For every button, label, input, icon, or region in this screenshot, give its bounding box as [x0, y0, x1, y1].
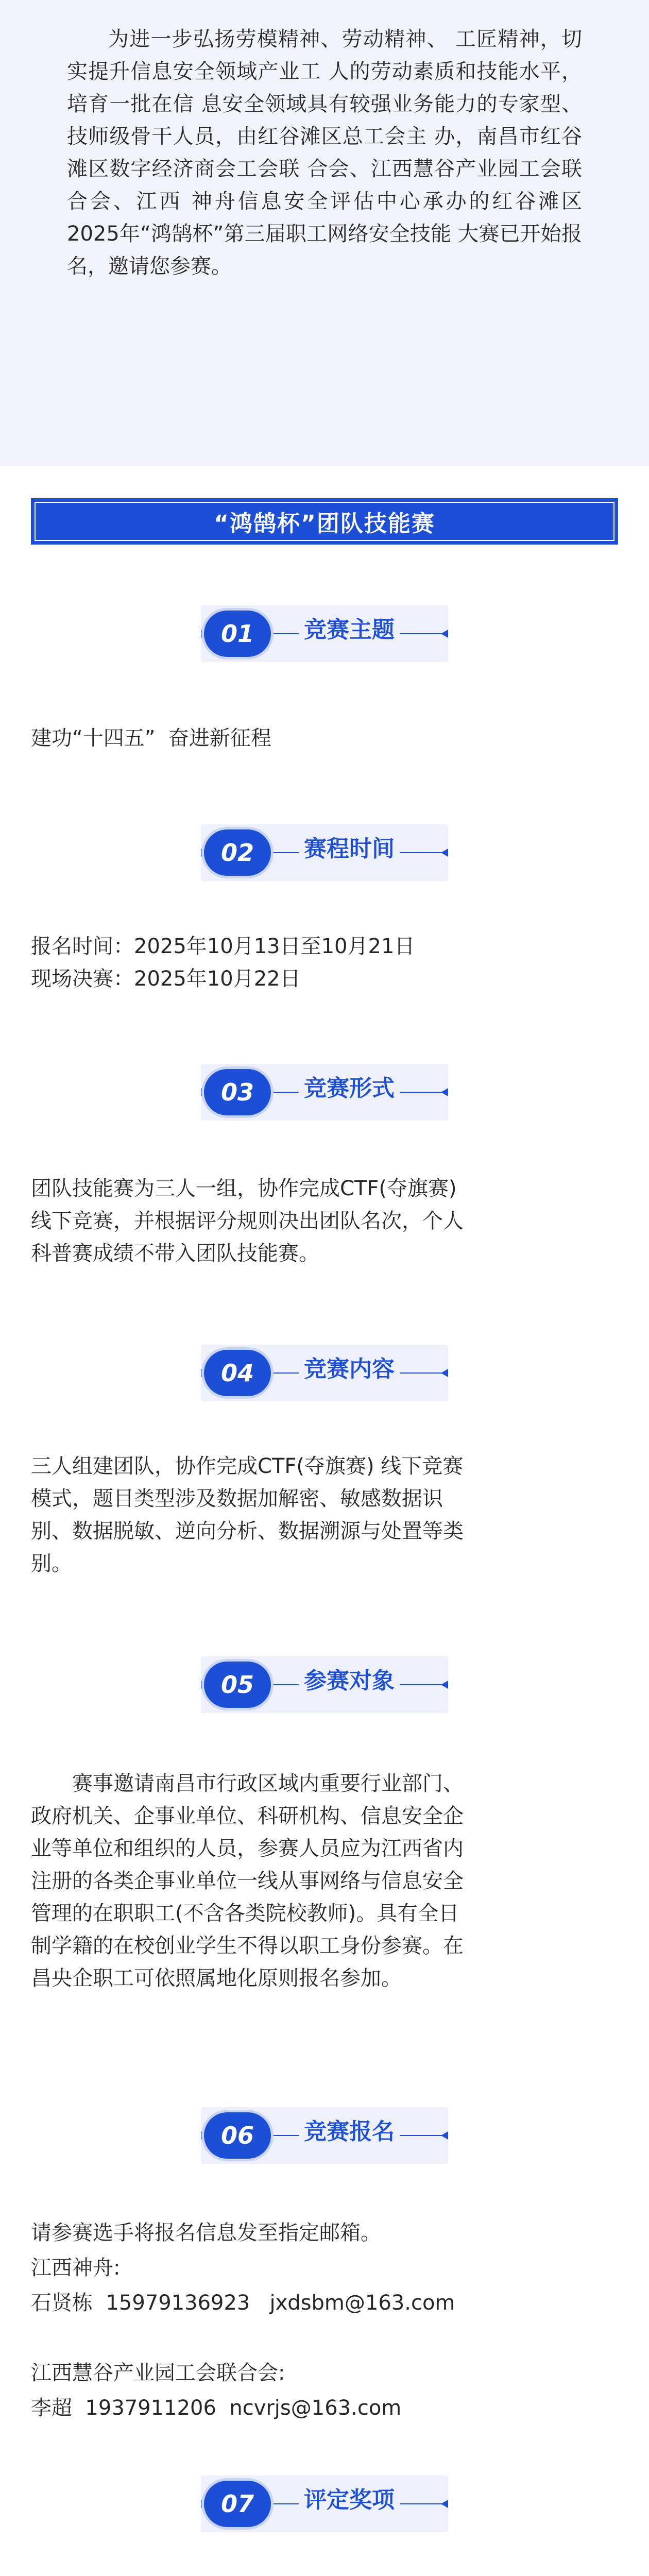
section-number: 04 — [220, 1359, 254, 1387]
section-body-content — [31, 1450, 618, 1580]
banner-frame — [35, 502, 614, 541]
body-line: 三人组建团队，协作完成CTF(夺旗赛) 线下竞赛 — [31, 1454, 464, 1478]
section-number-badge — [204, 1069, 271, 1115]
section-header-registration — [201, 2107, 448, 2164]
section-body-format — [31, 1173, 618, 1270]
body-line: 别、数据脱敏、逆向分析、数据溯源与处置等类 — [31, 1519, 464, 1543]
section-title: 评定奖项 — [299, 2487, 400, 2514]
intro-line: 技师级骨干人员，由红谷滩区总工会主 — [67, 125, 428, 148]
arrow-right-icon — [441, 2131, 448, 2140]
section-header-schedule — [201, 824, 448, 881]
arrow-right-icon — [441, 1088, 448, 1096]
section-number-badge — [204, 829, 271, 876]
intro-line: 为进一步弘扬劳模精神、劳动精神、 — [108, 27, 448, 51]
arrow-right-icon — [441, 630, 448, 638]
section-number-badge — [204, 1662, 271, 1708]
banner-title: “鸿鹄杯”团队技能赛 — [214, 511, 435, 537]
section-header-awards — [201, 2476, 448, 2532]
section-title: 竞赛报名 — [299, 2119, 400, 2145]
body-line: 注册的各类企事业单位一线从事网络与信息安全 — [31, 1869, 464, 1893]
body-line: 昌央企职工可依照属地化原则报名参加。 — [31, 1967, 402, 1990]
section-number: 05 — [220, 1671, 254, 1699]
intro-line: 合会、江西慧谷产业园工会联合会、江西 — [67, 157, 583, 213]
intro-line: 息安全领域具有较强业务能力的专家型、 — [201, 92, 583, 116]
section-number-badge — [204, 611, 271, 657]
body-line: 江西慧谷产业园工会联合会: — [31, 2361, 285, 2385]
arrow-right-icon — [441, 849, 448, 857]
body-line: 报名时间：2025年10月13日至10月21日 — [31, 935, 415, 958]
arrow-right-icon — [441, 1681, 448, 1689]
body-line: 赛事邀请南昌市行政区域内重要行业部门、 — [72, 1772, 464, 1795]
section-body-theme — [31, 722, 618, 755]
section-header-theme — [201, 605, 448, 662]
body-line: 管理的在职职工(不含各类院校教师)。具有全日 — [31, 1902, 459, 1925]
section-header-content — [201, 1345, 448, 1401]
intro-line: 工匠精神，切实提升信息安全领域产业工 — [67, 27, 583, 83]
intro-line: 2025年“鸿鹄杯”第三届职工网络安全技能 — [67, 222, 452, 246]
section-title: 竞赛主题 — [299, 617, 400, 643]
section-number: 07 — [220, 2490, 254, 2518]
arrow-right-icon — [441, 1369, 448, 1377]
intro-line: 大赛已开始报名，邀请您参赛。 — [67, 222, 582, 278]
body-line: 制学籍的在校创业学生不得以职工身份参赛。在 — [31, 1934, 464, 1958]
body-line: 线下竞赛，并根据评分规则决出团队名次，个人 — [31, 1209, 464, 1233]
body-line: 政府机关、企事业单位、科研机构、信息安全企 — [31, 1804, 464, 1828]
section-number-badge — [204, 2112, 271, 2159]
body-line: 请参赛选手将报名信息发至指定邮箱。 — [31, 2221, 381, 2245]
team-contest-banner — [31, 498, 618, 545]
section-body-schedule — [31, 930, 618, 995]
section-body-registration — [31, 2215, 618, 2426]
intro-line: 人的劳动素质和技能水平，培育一批在信 — [67, 60, 583, 116]
intro-paragraph — [67, 23, 582, 283]
intro-panel — [0, 0, 649, 466]
section-number: 06 — [220, 2122, 254, 2149]
section-title: 竞赛形式 — [299, 1075, 400, 1102]
intro-line: 神舟信息安全评估中心承办的红谷滩区 — [191, 190, 583, 213]
section-number: 01 — [220, 620, 254, 648]
section-number: 03 — [220, 1078, 254, 1106]
section-number: 02 — [220, 839, 254, 867]
body-line: 业等单位和组织的人员，参赛人员应为江西省内 — [31, 1837, 464, 1860]
body-line: 别。 — [31, 1552, 72, 1575]
section-title: 赛程时间 — [299, 836, 400, 862]
arrow-right-icon — [441, 2500, 448, 2508]
section-header-participants — [201, 1656, 448, 1713]
body-line: 建功“十四五” 奋进新征程 — [31, 726, 271, 750]
section-body-participants — [31, 1768, 618, 1995]
section-title: 参赛对象 — [299, 1668, 400, 1694]
body-line: 模式，题目类型涉及数据加解密、敏感数据识 — [31, 1487, 443, 1511]
body-line: 现场决赛：2025年10月22日 — [31, 967, 301, 991]
body-line: 科普赛成绩不带入团队技能赛。 — [31, 1242, 319, 1265]
contact-shenzhou: 石贤栋 15979136923 jxdsbm@163.com — [31, 2291, 455, 2315]
section-title: 竞赛内容 — [299, 1356, 400, 1383]
section-header-format — [201, 1064, 448, 1121]
section-number-badge — [204, 2481, 271, 2527]
intro-line: 办，南昌市红谷滩区数字经济商会工会联 — [67, 125, 583, 181]
body-line: 江西神舟: — [31, 2256, 121, 2280]
contact-huigu: 李超 1937911206 ncvrjs@163.com — [31, 2396, 402, 2420]
body-line: 团队技能赛为三人一组，协作完成CTF(夺旗赛) — [31, 1177, 457, 1200]
section-number-badge — [204, 1350, 271, 1396]
body-line — [31, 2320, 618, 2355]
